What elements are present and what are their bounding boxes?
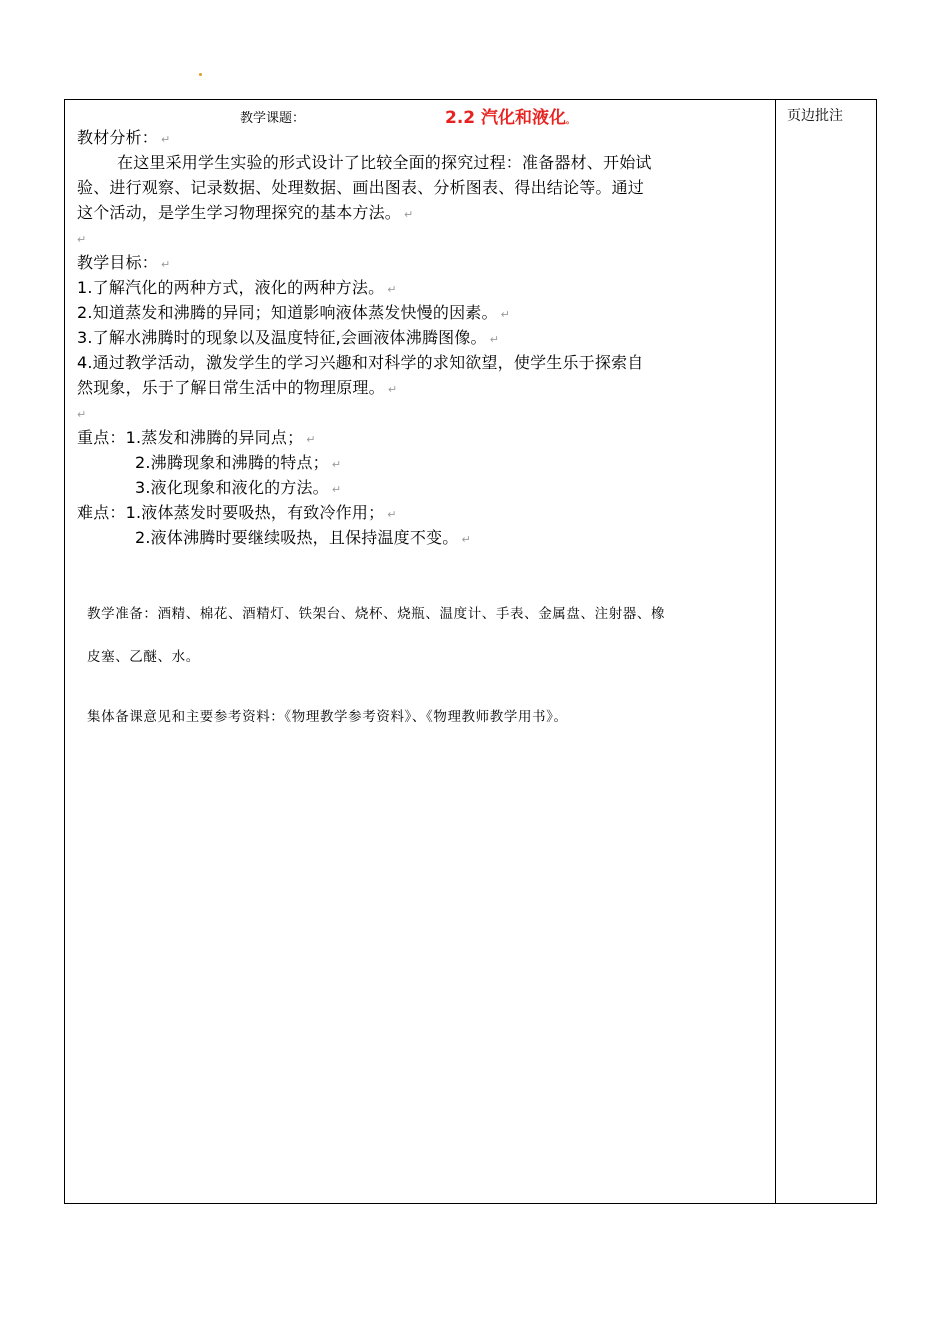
- topic-label: 教学课题：: [240, 111, 306, 126]
- objective-item: [77, 300, 767, 325]
- paragraph-mark: ↵: [331, 483, 342, 496]
- objective-text: 3.了解水沸腾时的现象以及温度特征,会画液体沸腾图像。: [77, 328, 487, 347]
- main-content: [77, 125, 767, 725]
- key-point-text: 3.液化现象和液化的方法。: [135, 478, 329, 497]
- paragraph-mark: ↵: [387, 283, 397, 296]
- objective-item: [77, 325, 767, 350]
- column-divider: [775, 100, 776, 1203]
- objective-item: [77, 350, 767, 375]
- objectives-heading: 教学目标：: [77, 253, 159, 272]
- paragraph-mark: ↵: [77, 408, 87, 421]
- key-point-text: 1.蒸发和沸腾的异同点；: [125, 428, 304, 447]
- title-mark: 。: [566, 116, 575, 125]
- objective-text: 然现象，乐于了解日常生活中的物理原理。: [77, 378, 385, 397]
- objectives-heading-line: [77, 250, 767, 275]
- analysis-heading-line: [77, 125, 767, 150]
- key-point-line: [77, 450, 767, 475]
- paragraph-mark: ↵: [387, 383, 398, 396]
- header-row: [65, 100, 775, 128]
- paragraph-mark: ↵: [404, 208, 414, 221]
- key-point-line: [77, 425, 767, 450]
- blank-line: [77, 400, 767, 425]
- margin-notes-label: 页边批注: [787, 108, 843, 124]
- paragraph-mark: ↵: [489, 333, 500, 346]
- lesson-plan-table: [64, 99, 877, 1204]
- preparation-line: 皮塞、乙醚、水。: [87, 649, 200, 665]
- paragraph-mark: ↵: [461, 533, 471, 546]
- objective-item: [77, 275, 767, 300]
- difficult-point-text: 1.液体蒸发时要吸热，有致冷作用；: [125, 503, 385, 522]
- analysis-line-last: [77, 200, 767, 225]
- paragraph-mark: ↵: [387, 508, 397, 521]
- objective-text: 1.了解汽化的两种方式，液化的两种方法。: [77, 278, 385, 297]
- objective-text: 2.知道蒸发和沸腾的异同；知道影响液体蒸发快慢的因素。: [77, 303, 498, 322]
- paragraph-mark: ↵: [161, 133, 171, 146]
- difficult-point-line: [77, 525, 767, 550]
- key-point-text: 2.沸腾现象和沸腾的特点；: [135, 453, 329, 472]
- paragraph-mark: ↵: [331, 458, 342, 471]
- objective-item: [77, 375, 767, 400]
- preparation-line: 教学准备：酒精、棉花、酒精灯、铁架台、烧杯、烧瓶、温度计、手表、金属盘、注射器、橡: [87, 606, 666, 622]
- objective-text: 4.通过教学活动，激发学生的学习兴趣和对科学的求知欲望，使学生乐于探索自: [77, 353, 644, 372]
- stray-dot: [199, 73, 202, 76]
- references-line: 集体备课意见和主要参考资料：《物理教学参考资料》、《物理教师教学用书》。: [87, 709, 568, 725]
- lesson-title-text: 2.2 汽化和液化: [445, 108, 567, 128]
- paragraph-mark: ↵: [77, 233, 87, 246]
- paragraph-mark: ↵: [500, 308, 511, 321]
- paragraph-mark: ↵: [161, 258, 171, 271]
- difficult-point-text: 2.液体沸腾时要继续吸热，且保持温度不变。: [135, 528, 459, 547]
- difficult-points-label: 难点：: [77, 503, 126, 522]
- blank-line: [77, 225, 767, 250]
- paragraph-mark: ↵: [306, 433, 316, 446]
- analysis-line: 这个活动，是学生学习物理探究的基本方法。: [77, 203, 402, 222]
- analysis-line: 在这里采用学生实验的形式设计了比较全面的探究过程：准备器材、开始试: [117, 153, 652, 172]
- key-point-line: [77, 475, 767, 500]
- key-points-label: 重点：: [77, 428, 126, 447]
- analysis-line: 验、进行观察、记录数据、处理数据、画出图表、分析图表、得出结论等。通过: [77, 178, 645, 197]
- analysis-heading: 教材分析：: [77, 128, 159, 147]
- difficult-point-line: [77, 500, 767, 525]
